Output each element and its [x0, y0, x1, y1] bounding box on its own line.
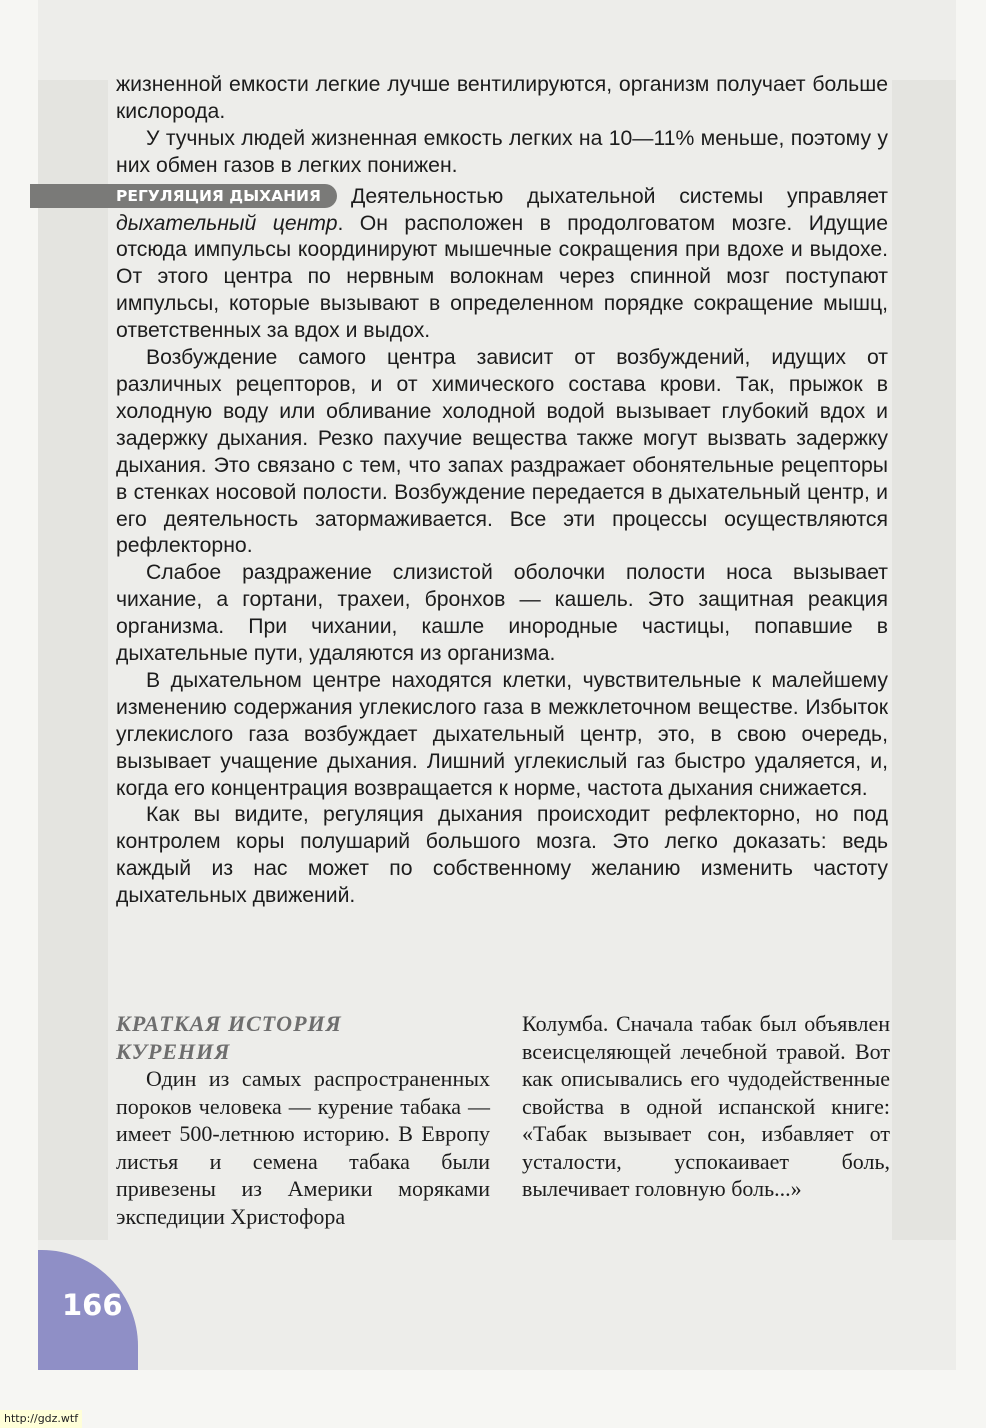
paragraph: Слабое раздражение слизистой оболочки полости носа вызывает чихание, а гортани, трахеи, бронхов — кашель. Это защитная реакция организма. При чихании, кашле инородные частицы, попавшие в дыхательные пути, удаляются из организма. [116, 561, 888, 666]
sidebar-left-column [116, 1010, 490, 1230]
section-intro-before: Деятельностью дыхательной системы управляет [350, 184, 888, 208]
paragraph: В дыхательном центре находятся клетки, чувствительные к малейшему изменению содержания углекислого газа в межклеточном веществе. Избыток углекислого газа возбуждает дыхательный центр, это, в свою очередь, вызывает учащение дыхания. Лишний углекислый газ быстро удаляется, и, когда его концентрация возвращается к норме, частота дыхания снижается. [116, 668, 888, 800]
sidebar-text: Один из самых распространенных пороков человека — курение табака — имеет 500-летнюю историю. В Европу листья и семена табака были привезены из Америки моряками экспедиции Христофора [116, 1066, 490, 1229]
paragraph: жизненной емкости легкие лучше вентилируются, организм получает больше кислорода. [116, 73, 888, 123]
term-italic: дыхательный центр [116, 211, 338, 235]
sidebar-heading-line: КУРЕНИЯ [116, 1038, 231, 1064]
show-through-right [892, 80, 956, 1240]
main-text [116, 72, 888, 910]
sidebar-right-column [522, 1010, 890, 1203]
sidebar-text: Колумба. Сначала табак был объявлен всеисцеляющей лечебной травой. Вот как описывались его чудодейственные свойства в одной испанской книге: «Табак вызывает сон, избавляет от усталости, успокаивает боль, вылечивает головную боль...» [522, 1011, 890, 1201]
section-intro-after: . Он расположен в продолговатом мозге. Идущие отсюда импульсы координируют мышечные сокращения при вдохе и выдохе. От этого центра по нервным волокнам через спинной мозг поступают импульсы, которые вызывают в определенном порядке сокращение мышц, ответственных за вдох и выдох. [116, 211, 888, 343]
section-label: РЕГУЛЯЦИЯ ДЫХАНИЯ [30, 184, 337, 208]
page-number: 166 [62, 1288, 123, 1322]
paragraph: Возбуждение самого центра зависит от возбуждений, идущих от различных рецепторов, и от химического состава крови. Так, прыжок в холодную воду или обливание холодной водой вызывает глубокий вдох и задержку дыхания. Резко пахучие вещества также могут вызвать задержку дыхания. Это связано с тем, что запах раздражает обонятельные рецепторы в стенках носовой полости. Возбуждение передается в дыхательный центр, и его деятельность затормаживается. Все эти процессы осуществляются рефлекторно. [116, 346, 888, 558]
paragraph: У тучных людей жизненная емкость легких на 10—11% меньше, поэтому у них обмен газов в легких понижен. [116, 126, 888, 177]
source-link[interactable]: http://gdz.wtf [0, 1410, 82, 1428]
paragraph: Как вы видите, регуляция дыхания происходит рефлекторно, но под контролем коры полушарий большого мозга. Это легко доказать: ведь каждый из нас может по собственному желанию изменить частоту дыхательных движений. [116, 803, 888, 908]
sidebar-heading [116, 1010, 490, 1065]
show-through-left [38, 80, 108, 1240]
section-intro [116, 184, 888, 345]
sidebar-heading-line: КРАТКАЯ ИСТОРИЯ [116, 1011, 342, 1036]
